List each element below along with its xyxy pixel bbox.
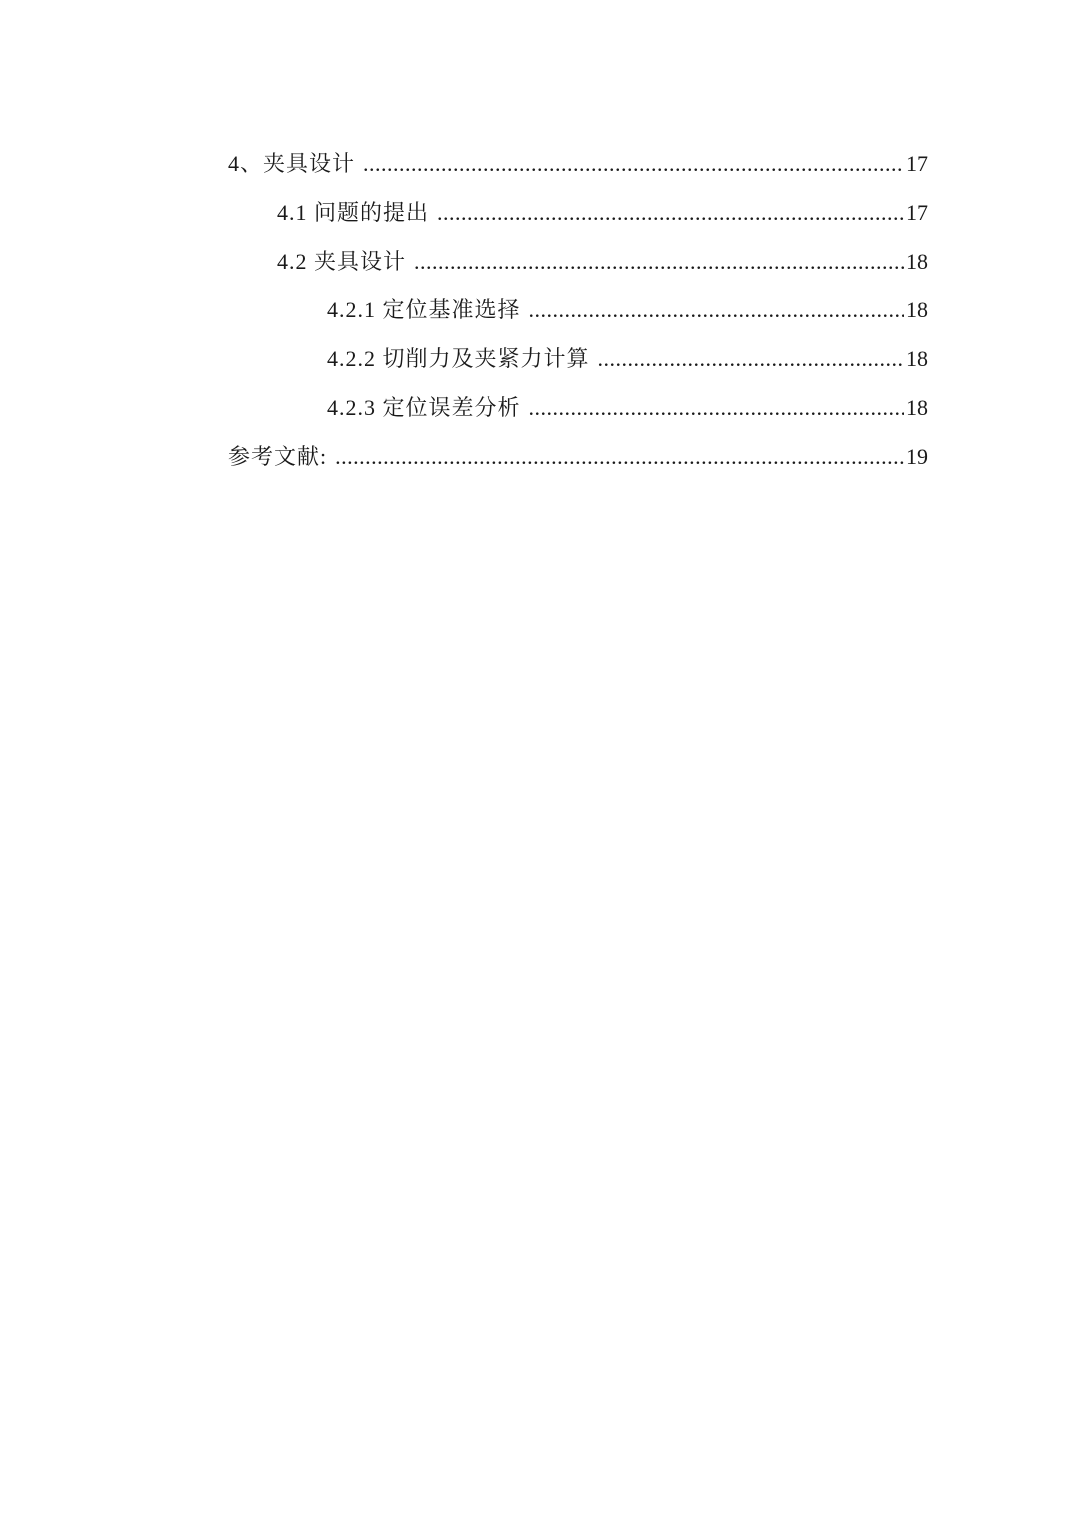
toc-page-number: 19	[906, 443, 928, 469]
toc-entry-title: 4.2.1 定位基准选择	[327, 297, 521, 323]
toc-entry-title: 4.2.2 切削力及夹紧力计算	[327, 346, 590, 372]
toc-entry-problem-statement[interactable]	[228, 189, 928, 238]
toc-entry-error-analysis[interactable]	[228, 384, 928, 433]
table-of-contents	[228, 140, 928, 482]
toc-page-number: 18	[906, 346, 928, 372]
toc-page-number: 18	[906, 297, 928, 323]
toc-entry-force-calculation[interactable]	[228, 335, 928, 384]
toc-dot-leader	[335, 433, 904, 482]
toc-page-number: 18	[906, 394, 928, 420]
toc-entry-title: 4.2.3 定位误差分析	[327, 394, 521, 420]
toc-entry-title: 参考文献:	[228, 443, 328, 469]
toc-entry-title: 4.2 夹具设计	[277, 248, 407, 274]
toc-dot-leader	[363, 140, 904, 189]
toc-dot-leader	[529, 286, 904, 335]
toc-entry-datum-selection[interactable]	[228, 286, 928, 335]
toc-dot-leader	[437, 189, 904, 238]
toc-entry-title: 4、夹具设计	[228, 151, 356, 176]
toc-page-number: 17	[906, 199, 928, 225]
toc-entry-references[interactable]	[228, 433, 928, 482]
toc-entry-fixture-design-sub[interactable]	[228, 238, 928, 287]
toc-entry-fixture-design[interactable]	[228, 140, 928, 189]
toc-page-number: 17	[906, 151, 928, 176]
toc-dot-leader	[598, 335, 904, 384]
toc-dot-leader	[414, 238, 904, 287]
toc-entry-title: 4.1 问题的提出	[277, 199, 430, 225]
toc-page-number: 18	[906, 248, 928, 274]
toc-dot-leader	[529, 384, 904, 433]
